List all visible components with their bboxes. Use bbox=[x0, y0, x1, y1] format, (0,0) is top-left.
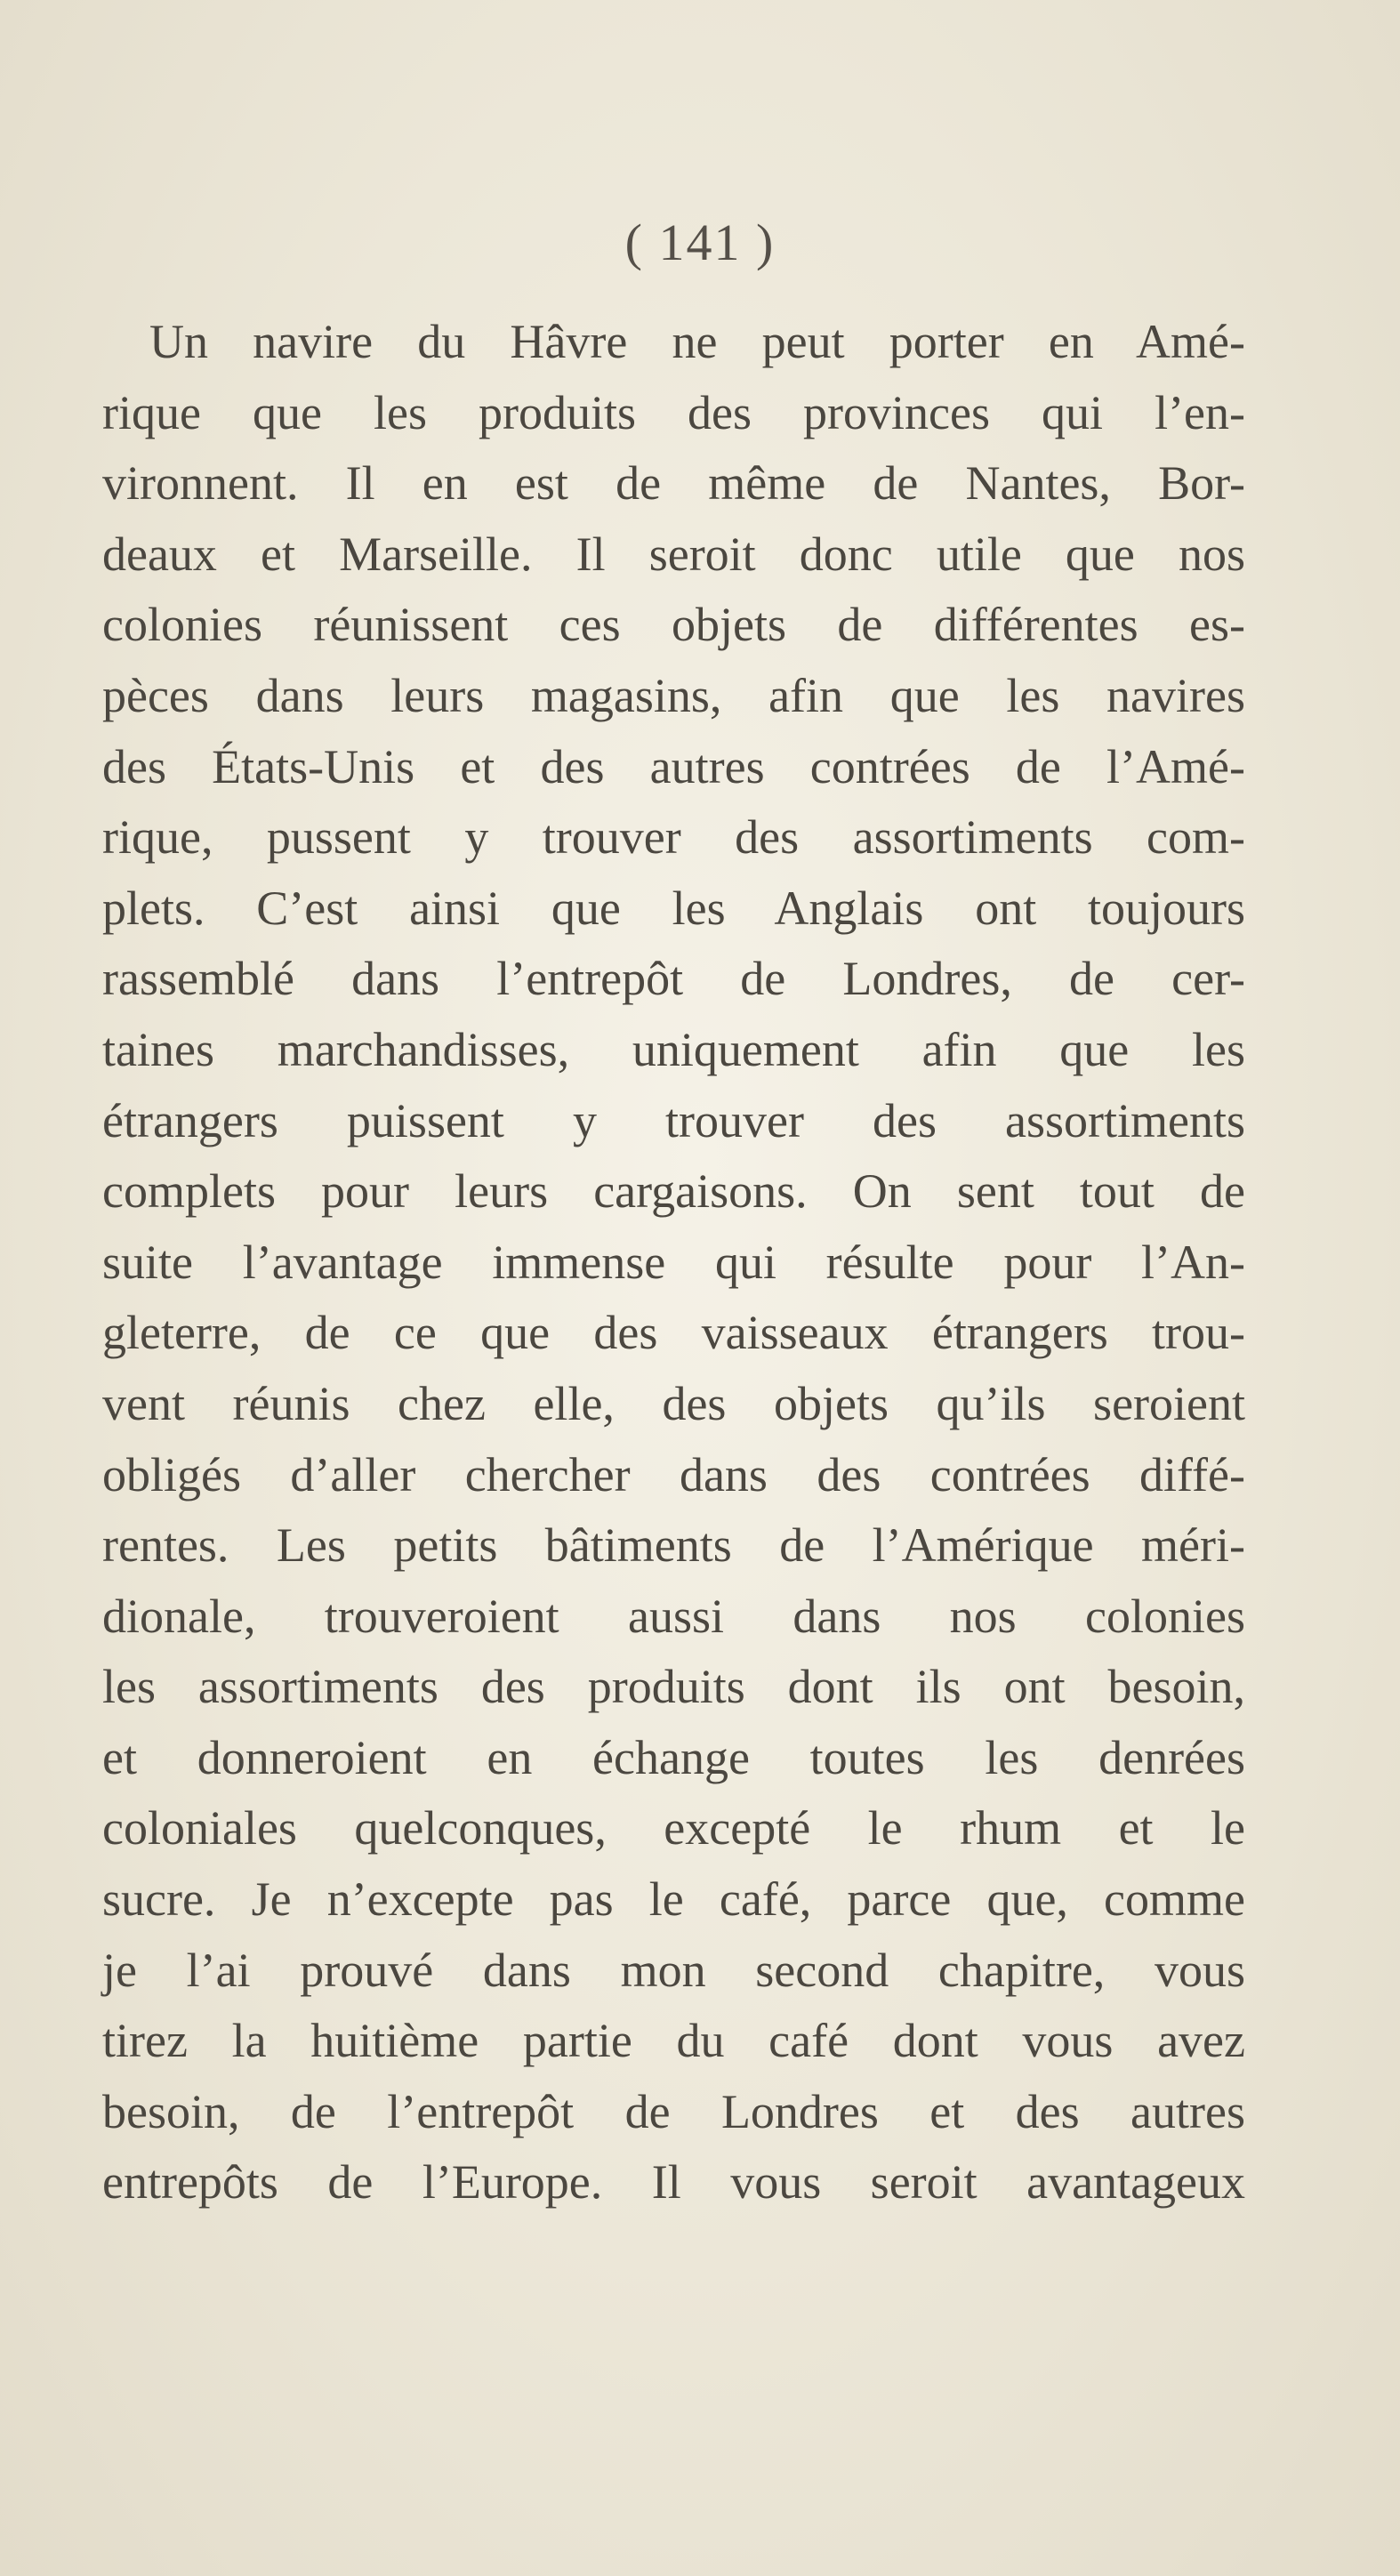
text-line-13: complets pour leurs cargaisons. On sent tout de bbox=[102, 1164, 1245, 1219]
text-line-19: dionale, trouveroient aussi dans nos colonies bbox=[102, 1589, 1245, 1643]
text-line-14: suite l’avantage immense qui résulte pour l’An- bbox=[102, 1235, 1245, 1289]
text-line-12: étrangers puissent y trouver des assortiments bbox=[102, 1093, 1245, 1147]
text-line-8: rique, pussent y trouver des assortiments com- bbox=[102, 810, 1245, 865]
text-line-21: et donneroient en échange toutes les denrées bbox=[102, 1730, 1245, 1784]
text-line-20: les assortiments des produits dont ils ont besoin, bbox=[102, 1660, 1245, 1714]
text-line-16: vent réunis chez elle, des objets qu’ils seroient bbox=[102, 1376, 1245, 1430]
text-line-3: vironnent. Il en est de même de Nantes, Bor- bbox=[102, 456, 1245, 511]
text-line-15: gleterre, de ce que des vaisseaux étrangers trou- bbox=[102, 1306, 1245, 1360]
text-line-1: Un navire du Hâvre ne peut porter en Amé- bbox=[149, 315, 1245, 368]
text-line-23: sucre. Je n’excepte pas le café, parce que, comme bbox=[102, 1872, 1245, 1927]
text-line-17: obligés d’aller chercher dans des contrées diffé- bbox=[102, 1447, 1245, 1501]
text-line-4: deaux et Marseille. Il seroit donc utile que nos bbox=[102, 527, 1245, 581]
text-line-5: colonies réunissent ces objets de différentes es- bbox=[102, 598, 1245, 652]
text-line-27: entrepôts de l’Europe. Il vous seroit avantageux bbox=[102, 2155, 1245, 2210]
text-line-24: je l’ai prouvé dans mon second chapitre, vous bbox=[102, 1943, 1245, 1997]
text-line-22: coloniales quelconques, excepté le rhum et le bbox=[102, 1801, 1245, 1856]
text-line-10: rassemblé dans l’entrepôt de Londres, de cer- bbox=[102, 952, 1245, 1006]
text-line-9: plets. C’est ainsi que les Anglais ont toujours bbox=[102, 881, 1245, 935]
text-line-7: des États-Unis et des autres contrées de l’Amé- bbox=[102, 739, 1245, 793]
page-number: ( 141 ) bbox=[624, 213, 776, 271]
text-line-18: rentes. Les petits bâtiments de l’Amérique méri- bbox=[102, 1518, 1245, 1573]
text-line-25: tirez la huitième partie du café dont vous avez bbox=[102, 2014, 1245, 2068]
text-line-2: rique que les produits des provinces qui l’en- bbox=[102, 385, 1245, 439]
body-text bbox=[102, 307, 1245, 2218]
text-line-26: besoin, de l’entrepôt de Londres et des autres bbox=[102, 2084, 1245, 2138]
text-line-11: taines marchandisses, uniquement afin que les bbox=[102, 1022, 1245, 1076]
text-line-6: pèces dans leurs magasins, afin que les navires bbox=[102, 668, 1245, 722]
